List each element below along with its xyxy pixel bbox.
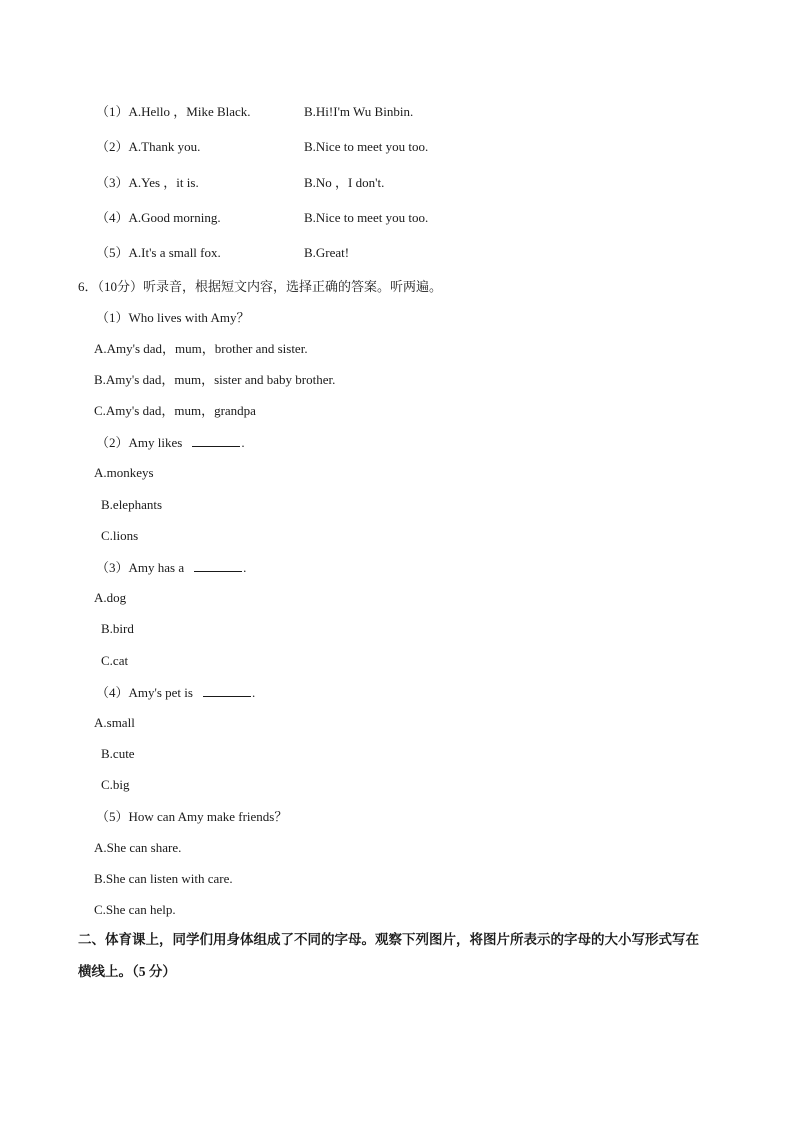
sub-question-3-text: （3）Amy has a (96, 560, 185, 575)
sub-question-3 (96, 559, 246, 576)
option-2-a: A.monkeys (94, 465, 154, 480)
matching-item-1-a: （1）A.Hello ，Mike Black. (96, 104, 251, 119)
option-1-c: C.Amy's dad，mum，grandpa (94, 403, 256, 418)
option-1-b: B.Amy's dad，mum，sister and baby brother. (94, 372, 336, 387)
option-4-c: C.big (101, 777, 130, 792)
matching-item-3-b: B.No ，I don't. (304, 175, 385, 190)
option-2-b: B.elephants (101, 497, 163, 512)
option-4-b: B.cute (101, 746, 135, 761)
option-3-c: C.cat (101, 653, 129, 668)
option-1-a: A.Amy's dad，mum，brother and sister. (94, 341, 308, 356)
sub-question-4-end: . (251, 685, 256, 700)
option-5-a: A.She can share. (94, 840, 182, 855)
section-2-heading-line-1: 二、体育课上，同学们用身体组成了不同的字母。观察下列图片，将图片所表示的字母的大小写形式写在 (78, 932, 699, 947)
answer-blank (192, 434, 240, 447)
matching-item-2-b: B.Nice to meet you too. (304, 139, 429, 154)
matching-item-2-a: （2）A.Thank you. (96, 139, 201, 154)
sub-question-3-end: . (243, 560, 247, 575)
answer-blank (194, 559, 242, 572)
section-2-heading-line-2: 横线上。（5 分） (78, 964, 176, 979)
matching-item-5-a: （5）A.It's a small fox. (96, 245, 221, 260)
option-5-c: C.She can help. (94, 902, 176, 917)
answer-blank (203, 684, 251, 697)
sub-question-1: （1）Who lives with Amy？ (96, 310, 250, 325)
option-5-b: B.She can listen with care. (94, 871, 233, 886)
matching-item-4-a: （4）A.Good morning. (96, 210, 221, 225)
matching-item-1-b: B.Hi!I'm Wu Binbin. (304, 104, 414, 119)
option-2-c: C.lions (101, 528, 139, 543)
matching-item-3-a: （3）A.Yes ，it is. (96, 175, 199, 190)
sub-question-4-text: （4）Amy's pet is (96, 685, 193, 700)
matching-item-5-b: B.Great! (304, 245, 350, 260)
sub-question-2 (96, 434, 245, 451)
question-6-title: 6．（10分）听录音，根据短文内容，选择正确的答案。听两遍。 (78, 279, 443, 294)
option-4-a: A.small (94, 715, 135, 730)
sub-question-2-end: . (241, 435, 245, 450)
sub-question-5: （5）How can Amy make friends？ (96, 809, 288, 824)
matching-item-4-b: B.Nice to meet you too. (304, 210, 429, 225)
sub-question-4 (96, 684, 255, 701)
option-3-b: B.bird (101, 621, 134, 636)
sub-question-2-text: （2）Amy likes (96, 435, 183, 450)
option-3-a: A.dog (94, 590, 127, 605)
